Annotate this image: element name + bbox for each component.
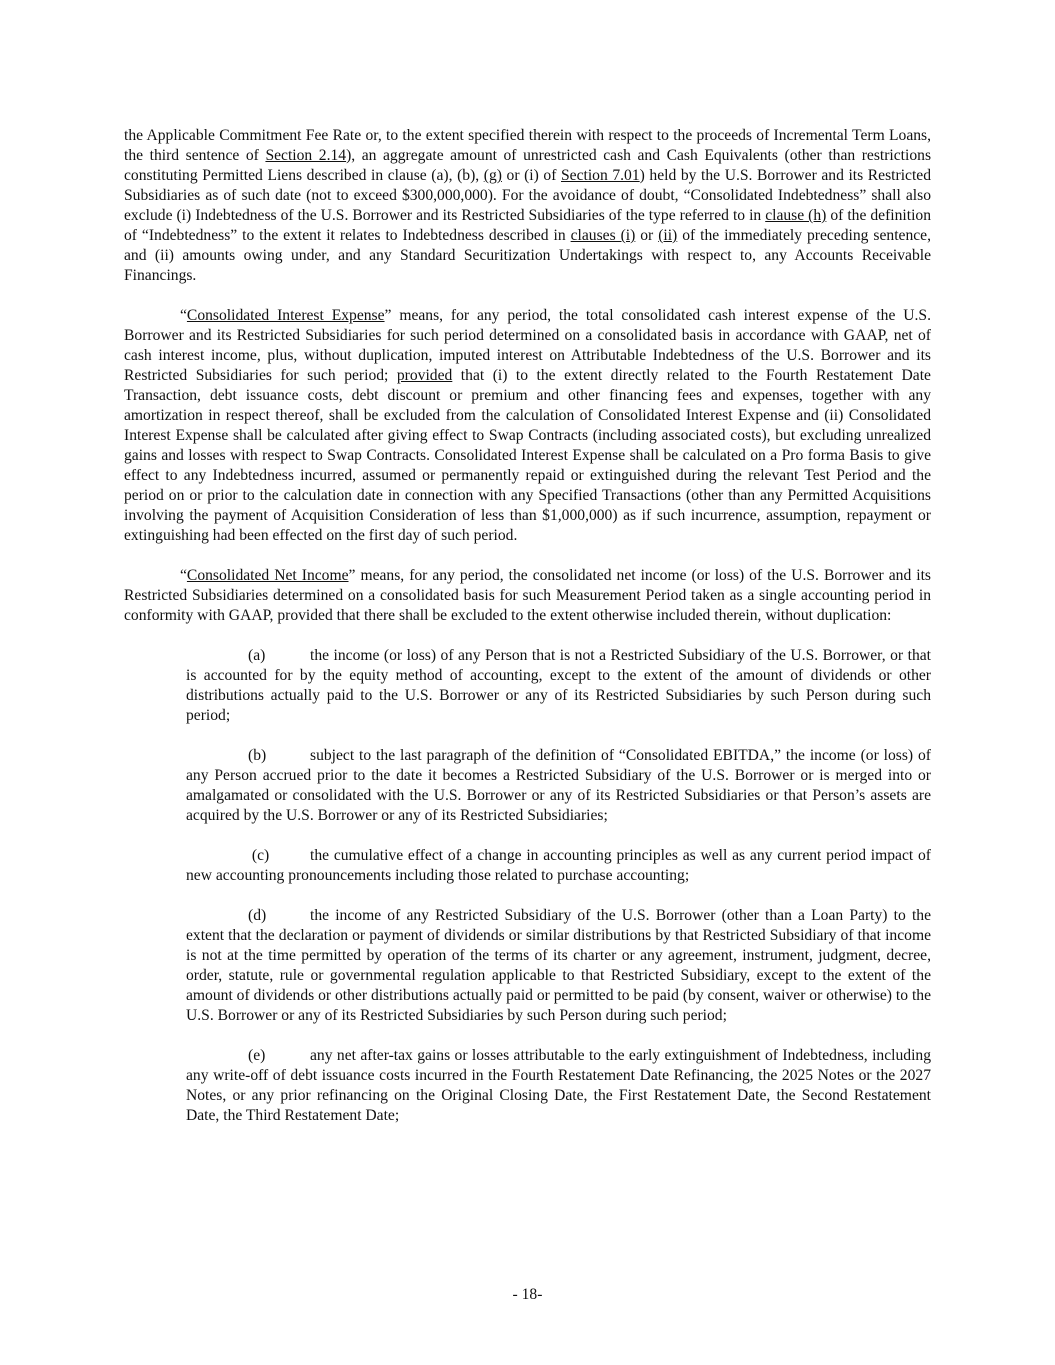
document-page: [124, 126, 931, 1126]
definition-consolidated-net-income: “Consolidated Net Income” means, for any period, the consolidated net income (or loss) of the U.S. Borrower and its Restricted Subsidiaries determined on a consolidated basis for such Measurement Period taken as a single accounting period in conformity with GAAP, provided that there shall be excluded to the extent otherwise included therein, without duplication:: [124, 567, 931, 624]
clause-reference: (ii): [658, 227, 678, 244]
page-number: - 18-: [512, 1286, 543, 1303]
list-item: [186, 746, 931, 826]
list-item: [186, 1046, 931, 1126]
item-text: the cumulative effect of a change in accounting principles as well as any current period impact of new accounting pronouncements including those related to purchase accounting;: [186, 847, 931, 884]
item-text: subject to the last paragraph of the definition of “Consolidated EBITDA,” the income (or loss) of any Person accrued prior to the date it becomes a Restricted Subsidiary of the U.S. Borrower or is merged into or amalgamated or consolidated with the U.S. Borrower or any of its Restricted Subsidiaries or that Person’s assets are acquired by the U.S. Borrower or any of its Restricted Subsidiaries;: [186, 747, 931, 824]
clause-reference: clauses (i): [570, 227, 636, 244]
proviso-term: provided: [396, 367, 453, 384]
item-label: (b): [248, 747, 267, 764]
item-text: the income of any Restricted Subsidiary of the U.S. Borrower (other than a Loan Party) to the extent that the declaration or payment of dividends or similar distributions by that Restricted Subsidiary of that income is not at the time permitted by operation of the terms of its charter or any agreement, instrument, judgment, decree, order, statute, rule or governmental regulation applicable to that Restricted Subsidiary, except to the extent of the amount of dividends or other distributions actually paid or permitted to be paid (by consent, waiver or otherwise) to the U.S. Borrower or any of its Restricted Subsidiaries by such Person during such period;: [186, 907, 931, 1024]
item-label: (a): [248, 647, 266, 664]
section-reference: Section 2.14: [265, 147, 347, 164]
defined-term: Consolidated Net Income: [186, 567, 349, 584]
section-reference: Section 7.01: [561, 167, 640, 184]
clause-reference: (g): [483, 167, 502, 184]
list-item: [186, 846, 931, 886]
defined-term: Consolidated Interest Expense: [186, 307, 385, 324]
item-label: (e): [248, 1047, 266, 1064]
list-item: [186, 906, 931, 1026]
paragraph-consolidated-indebtedness-continued: the Applicable Commitment Fee Rate or, to the extent specified therein with respect to the proceeds of Incremental Term Loans, the third sentence of Section 2.14), an aggregate amount of unrestricted cash and Cash Equivalents (other than restrictions constituting Permitted Liens described in clause (a), (b), (g) or (i) of Section 7.01) held by the U.S. Borrower and its Restricted Subsidiaries as of such date (not to exceed $300,000,000). For the avoidance of doubt, “Consolidated Indebtedness” shall also exclude (i) Indebtedness of the U.S. Borrower and its Restricted Subsidiaries of the type referred to in clause (h) of the definition of “Indebtedness” to the extent it relates to Indebtedness described in clauses (i) or (ii) of the immediately preceding sentence, and (ii) amounts owing under, and any Standard Securitization Undertakings with respect to, any Accounts Receivable Financings.: [124, 127, 932, 284]
clause-reference: clause (h): [765, 207, 827, 224]
list-item: [186, 646, 931, 726]
definition-consolidated-interest-expense: “Consolidated Interest Expense” means, for any period, the total consolidated cash interest expense of the U.S. Borrower and its Restricted Subsidiaries for such period determined on a consolidated basis in accordance with GAAP, net of cash interest income, plus, without duplication, imputed interest on Attributable Indebtedness of the U.S. Borrower and its Restricted Subsidiaries for such period; provided that (i) to the extent directly related to the Fourth Restatement Date Transaction, debt issuance costs, debt discount or premium and other financing fees and expenses, together with any amortization in respect thereof, shall be excluded from the calculation of Consolidated Interest Expense and (ii) Consolidated Interest Expense shall be calculated after giving effect to Swap Contracts (including associated costs), but excluding unrealized gains and losses with respect to Swap Contracts. Consolidated Interest Expense shall be calculated on a Pro forma Basis to give effect to any Indebtedness incurred, assumed or permanently repaid or extinguished during the relevant Test Period and the period on or prior to the calculation date in connection with any Specified Transactions (other than any Permitted Acquisitions involving the payment of Acquisition Consideration of less than $1,000,000) as if such incurrence, assumption, repayment or extinguishing had been effected on the first day of such period.: [124, 307, 931, 544]
item-label: (d): [248, 907, 267, 924]
item-label: (c): [248, 847, 270, 864]
item-text: any net after-tax gains or losses attributable to the early extinguishment of Indebtedness, including any write-off of debt issuance costs incurred in the Fourth Restatement Date Refinancing, the 2025 Notes or the 2027 Notes, or any prior refinancing on the Original Closing Date, the First Restatement Date, the Second Restatement Date, the Third Restatement Date;: [186, 1047, 931, 1124]
item-text: the income (or loss) of any Person that is not a Restricted Subsidiary of the U.S. Borrower, or that is accounted for by the equity method of accounting, except to the extent of the amount of dividends or other distributions actually paid to the U.S. Borrower or any of its Restricted Subsidiaries by such Person during such period;: [186, 647, 931, 724]
